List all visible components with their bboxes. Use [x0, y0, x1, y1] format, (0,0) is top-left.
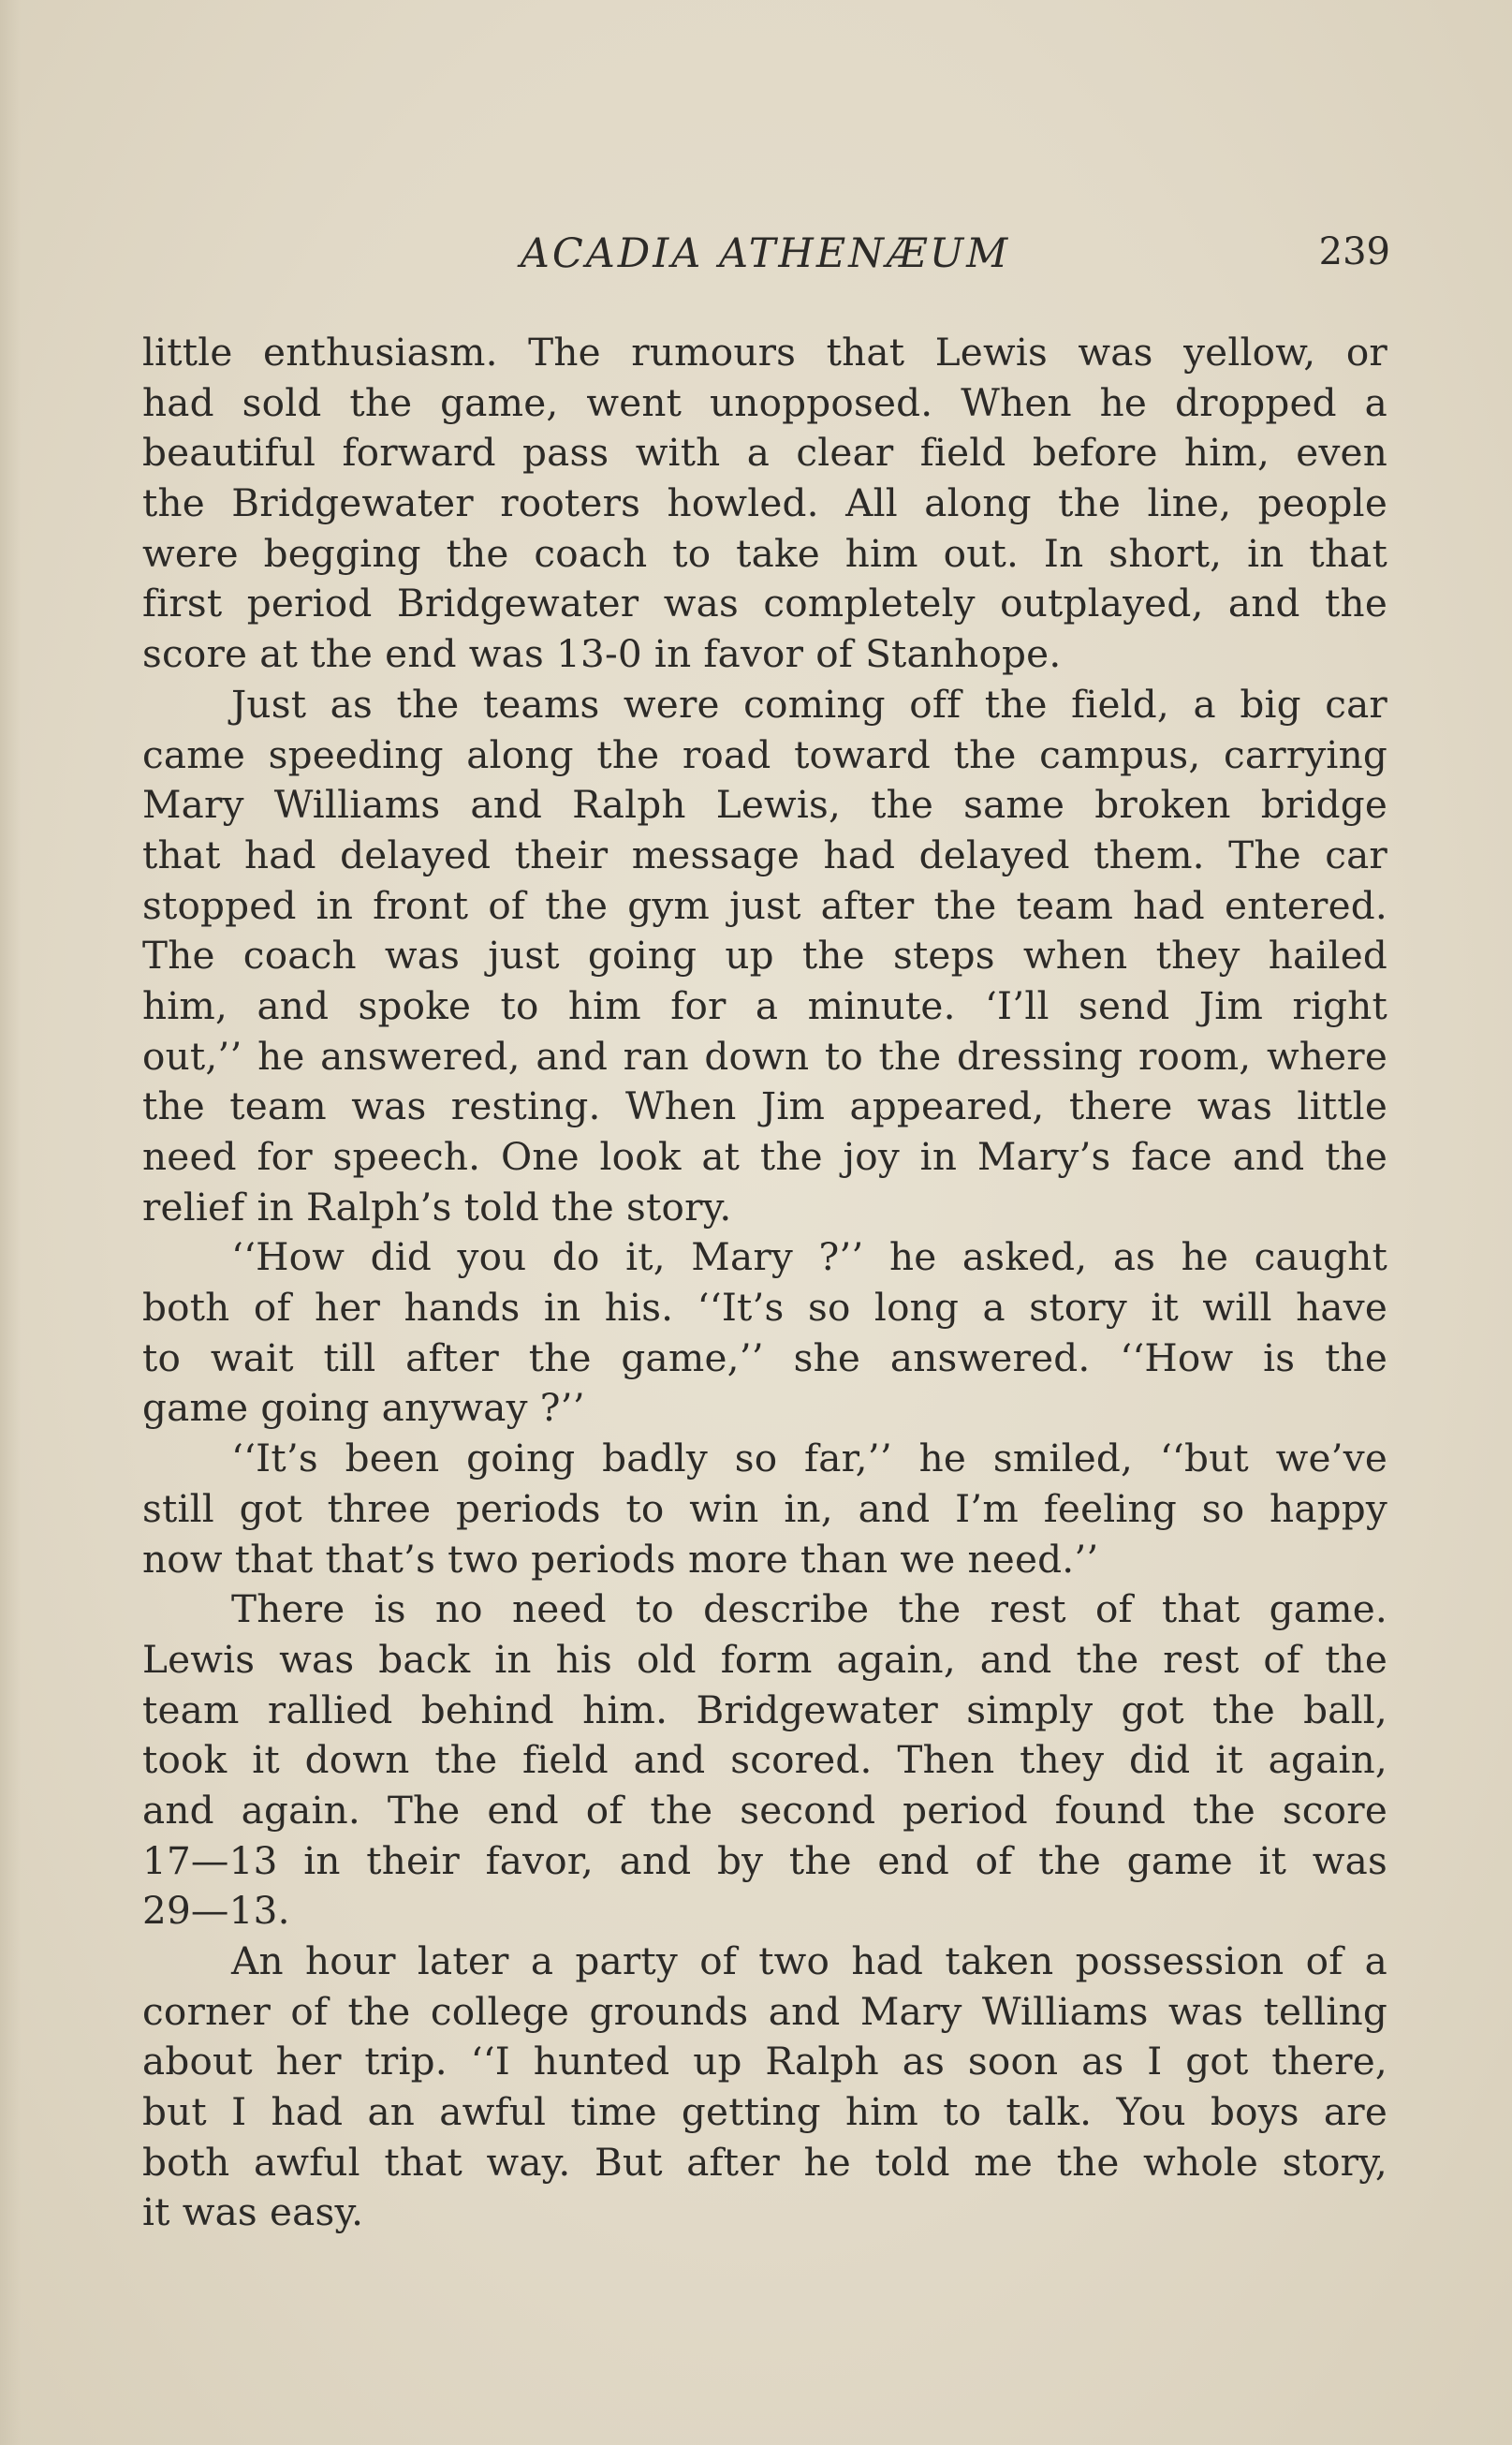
text-line: both of her hands in his. ‘‘It’s so long a story it will have — [142, 1285, 1387, 1331]
text-line: that had delayed their message had delayed them. The car — [142, 832, 1387, 877]
text-line: little enthusiasm. The rumours that Lewis was yellow, or — [142, 330, 1387, 375]
text-line: were begging the coach to take him out. In short, in that — [142, 530, 1387, 576]
text-line: The coach was just going up the steps when they hailed — [142, 933, 1387, 979]
text-line: but I had an awful time getting him to talk. You boys are — [142, 2089, 1387, 2135]
text-line: it was easy. — [142, 2189, 364, 2235]
text-line: team rallied behind him. Bridgewater simply got the ball, — [142, 1686, 1387, 1732]
text-line: him, and spoke to him for a minute. ‘I’ll send Jim right — [142, 982, 1387, 1028]
text-line: 17—13 in their favor, and by the end of the game it was — [142, 1837, 1387, 1883]
text-line: beautiful forward pass with a clear field before him, even — [142, 430, 1387, 476]
text-line: game going anyway ?’’ — [142, 1385, 585, 1431]
page-binding-shadow — [0, 0, 21, 2445]
text-line: about her trip. ‘‘I hunted up Ralph as soon as I got there, — [142, 2039, 1387, 2084]
text-line: still got three periods to win in, and I’m feeling so happy — [142, 1485, 1387, 1531]
text-line: 29—13. — [142, 1888, 290, 1934]
running-head — [140, 227, 1390, 283]
text-line: ‘‘How did you do it, Mary ?’’ he asked, as he caught — [231, 1234, 1387, 1280]
text-line: both awful that way. But after he told me the whole story, — [142, 2139, 1387, 2185]
text-line: the Bridgewater rooters howled. All along the line, people — [142, 480, 1387, 526]
running-title: ACADIA ATHENÆUM — [520, 230, 1011, 277]
body-text — [142, 328, 1387, 2238]
text-line: score at the end was 13-0 in favor of Stanhope. — [142, 631, 1062, 677]
text-line: out,’’ he answered, and ran down to the dressing room, where — [142, 1033, 1387, 1079]
text-line: to wait till after the game,’’ she answered. ‘‘How is the — [142, 1334, 1387, 1380]
text-line: had sold the game, went unopposed. When he dropped a — [142, 379, 1387, 425]
text-line: Lewis was back in his old form again, and the rest of the — [142, 1636, 1387, 1682]
text-line: Mary Williams and Ralph Lewis, the same broken bridge — [142, 782, 1387, 828]
text-line: and again. The end of the second period found the score — [142, 1787, 1387, 1833]
text-line: came speeding along the road toward the campus, carrying — [142, 731, 1387, 777]
text-line: need for speech. One look at the joy in Mary’s face and the — [142, 1134, 1387, 1179]
page-number: 239 — [1318, 230, 1390, 273]
text-line: stopped in front of the gym just after the team had entered. — [142, 882, 1387, 928]
text-line: relief in Ralph’s told the story. — [142, 1184, 732, 1230]
text-line: now that that’s two periods more than we need.’’ — [142, 1536, 1099, 1582]
text-line: first period Bridgewater was completely outplayed, and the — [142, 581, 1387, 626]
text-line: ‘‘It’s been going badly so far,’’ he smiled, ‘‘but we’ve — [231, 1436, 1387, 1481]
text-line: Just as the teams were coming off the field, a big car — [231, 681, 1387, 727]
text-line: There is no need to describe the rest of that game. — [231, 1586, 1387, 1632]
text-line: An hour later a party of two had taken possession of a — [231, 1938, 1387, 1983]
text-line: the team was resting. When Jim appeared, there was little — [142, 1083, 1387, 1129]
text-line: took it down the field and scored. Then they did it again, — [142, 1737, 1387, 1783]
text-line: corner of the college grounds and Mary Williams was telling — [142, 1988, 1387, 2034]
